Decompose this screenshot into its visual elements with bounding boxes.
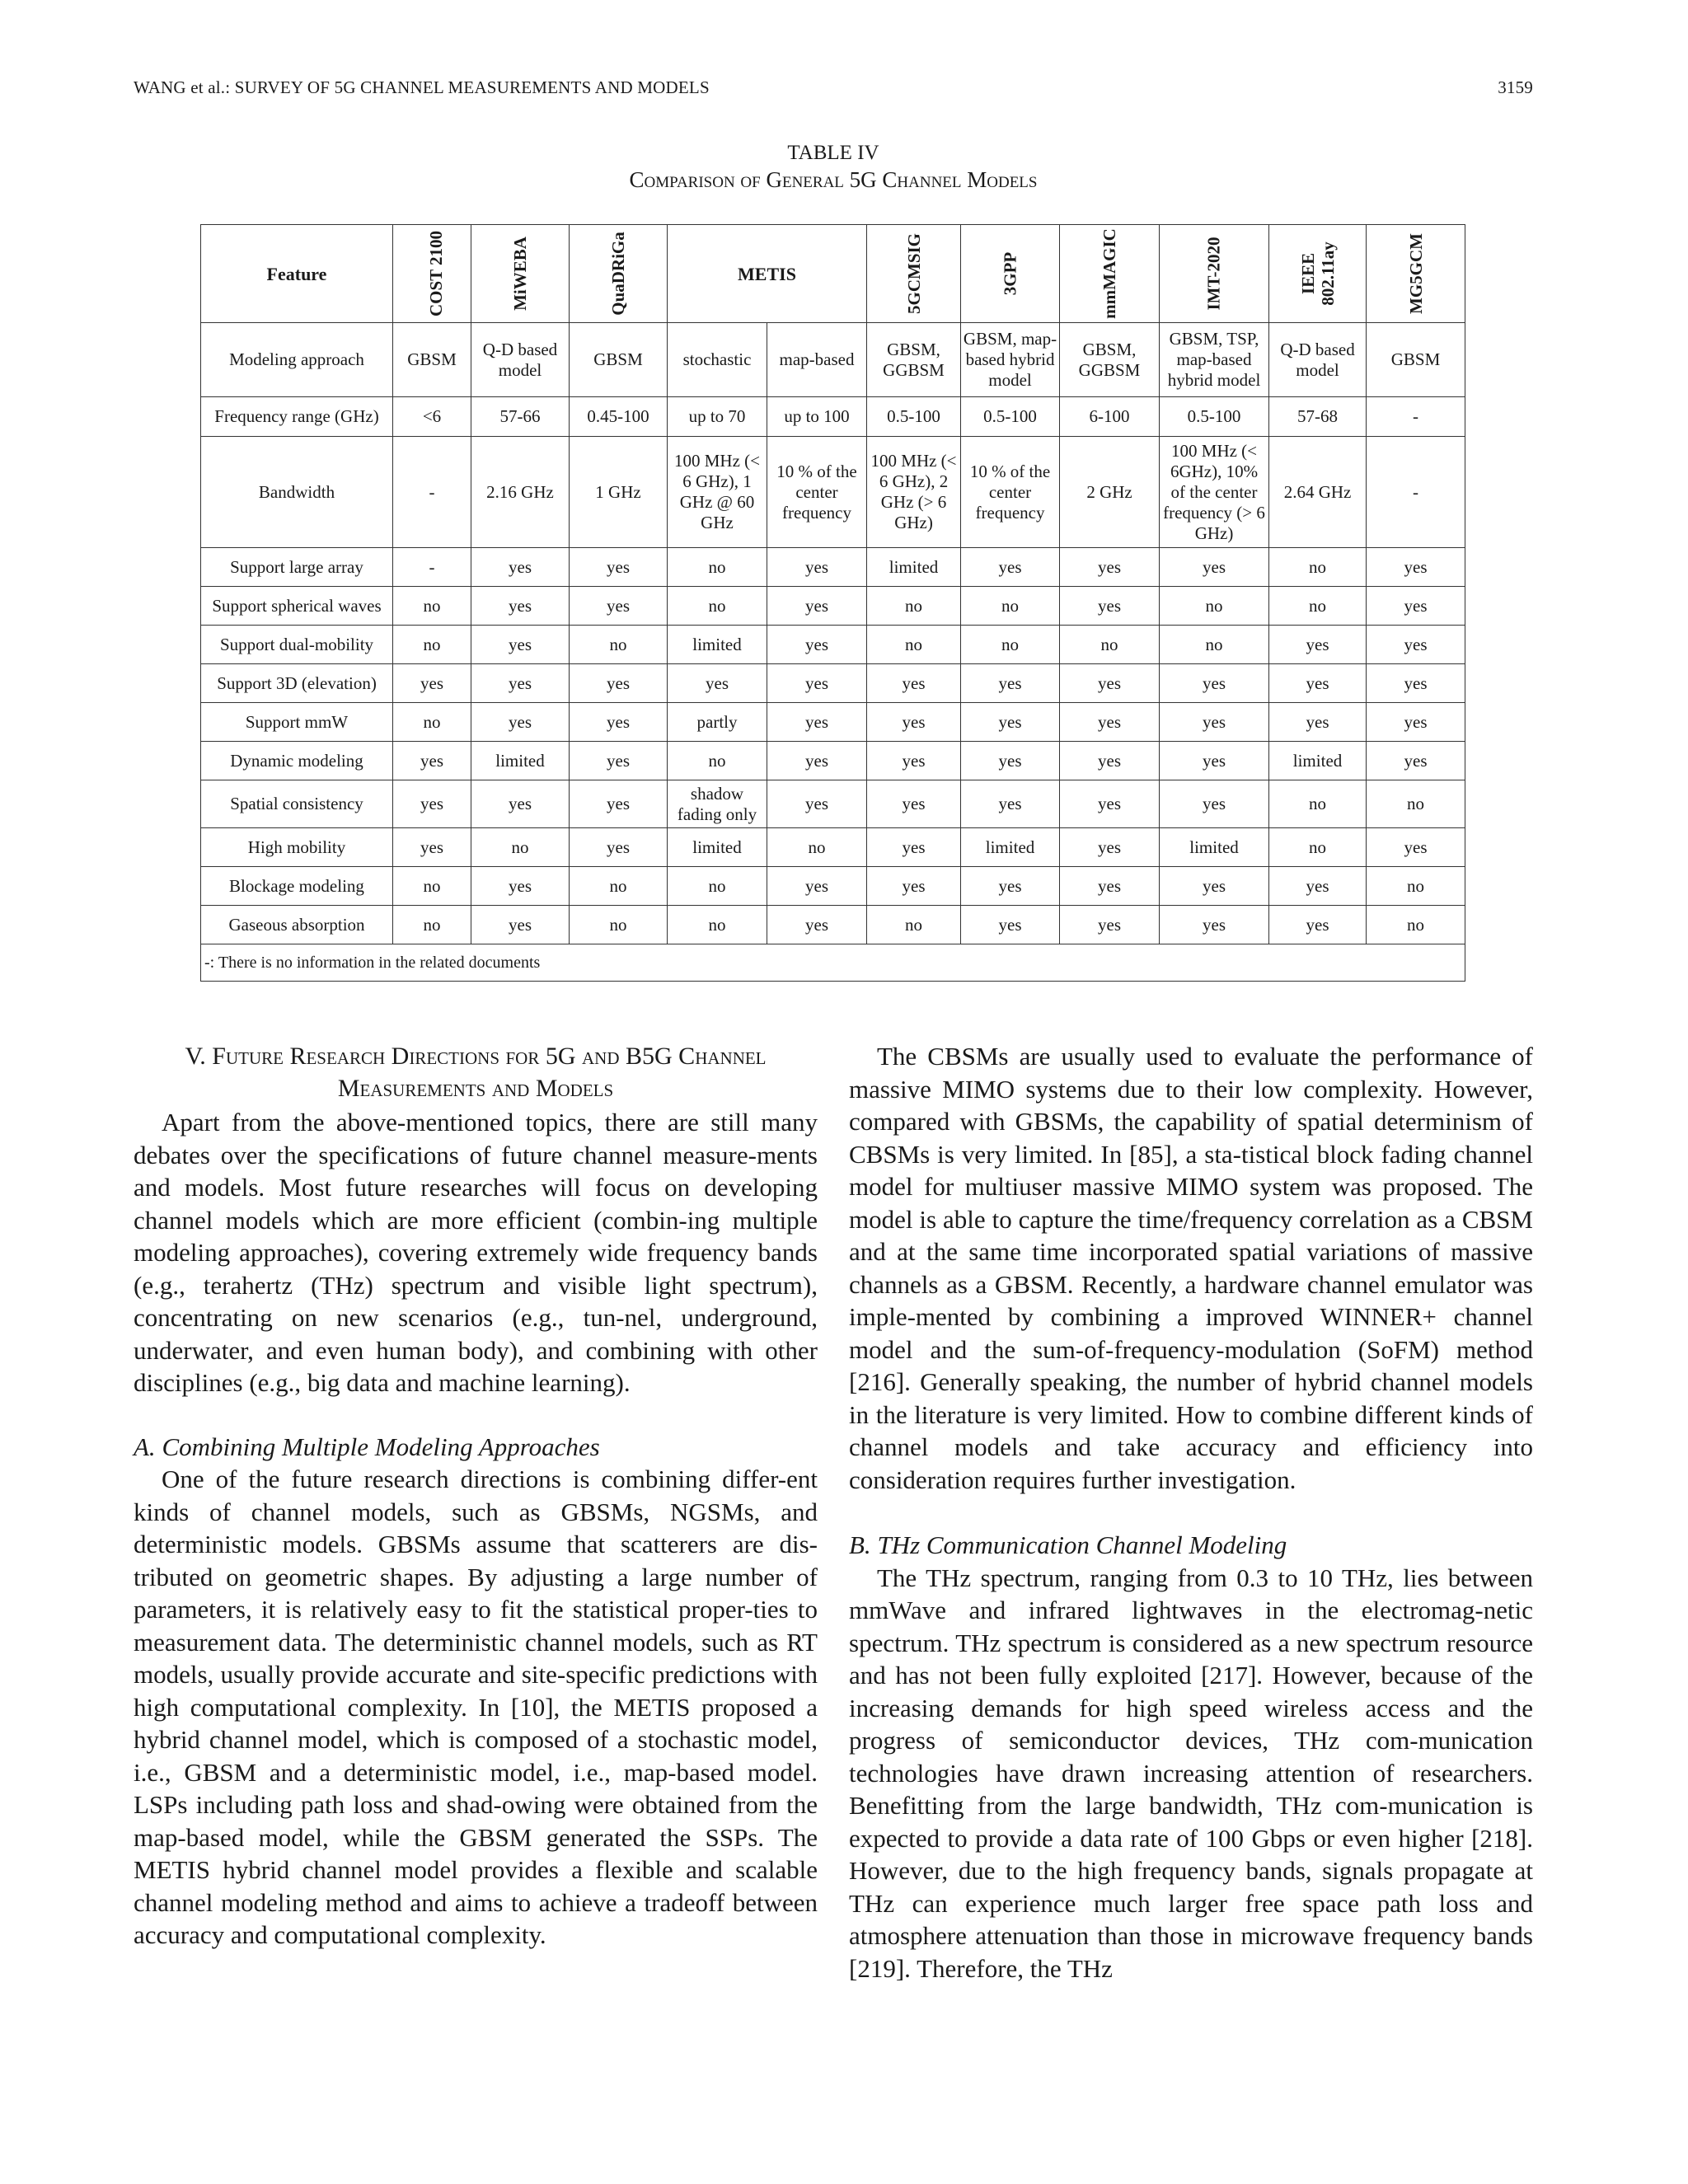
table-cell: yes xyxy=(1367,587,1465,626)
table-cell: no xyxy=(1269,828,1367,867)
right-column xyxy=(849,1040,1533,1985)
table-cell: yes xyxy=(570,703,668,742)
table-cell: yes xyxy=(1160,548,1269,587)
table-cell: yes xyxy=(1367,742,1465,780)
table-cell: yes xyxy=(1269,664,1367,703)
table-cell: yes xyxy=(1367,548,1465,587)
table-cell: yes xyxy=(867,664,961,703)
table-cell: yes xyxy=(1367,703,1465,742)
feature-cell: Bandwidth xyxy=(201,437,393,548)
table-cell: yes xyxy=(961,664,1060,703)
feature-cell: Support mmW xyxy=(201,703,393,742)
table-cell: no xyxy=(1160,587,1269,626)
table-cell: no xyxy=(1269,780,1367,828)
table-cell: no xyxy=(668,587,767,626)
col-header: COST 2100 xyxy=(393,225,471,323)
table-cell: GBSM, map-based hybrid model xyxy=(961,323,1060,397)
col-header: MiWEBA xyxy=(471,225,570,323)
table-cell: 0.5-100 xyxy=(961,397,1060,437)
table-cell: - xyxy=(393,548,471,587)
table-cell: yes xyxy=(471,587,570,626)
table-cell: yes xyxy=(471,626,570,664)
comparison-table xyxy=(200,224,1465,982)
table-cell: limited xyxy=(1160,828,1269,867)
table-cell: 6-100 xyxy=(1060,397,1160,437)
table-cell: stochastic xyxy=(668,323,767,397)
subsection-a-paragraph-1: One of the future research directions is combining differ-ent kinds of channel models, such as GBSMs, NGSMs, and deterministic models. GBSMs assume that scatterers are dis-tributed on geometric shapes. By adjusting a large number of parameters, it is relatively easy to fit the statistical proper-ties to measurement data. The deterministic channel models, such as RT models, usually provide accurate and site-specific predictions with high computational complexity. In [10], the METIS proposed a hybrid channel model, which is composed of a stochastic model, i.e., GBSM and a deterministic model, i.e., map-based model. LSPs including path loss and shad-owing were obtained from the map-based model, while the GBSM generated the SSPs. The METIS hybrid channel model provides a flexible and scalable channel modeling method and aims to achieve a tradeoff between accuracy and computational complexity. xyxy=(134,1465,818,1949)
table-cell: yes xyxy=(1060,703,1160,742)
table-cell: limited xyxy=(668,626,767,664)
subsection-b-title: THz Communication Channel Modeling xyxy=(877,1530,1287,1559)
table-cell: no xyxy=(1269,587,1367,626)
table-cell: no xyxy=(1367,867,1465,906)
col-header-metis: METIS xyxy=(668,225,867,323)
table-cell: yes xyxy=(570,664,668,703)
table-cell: yes xyxy=(1060,867,1160,906)
col-header: 3GPP xyxy=(961,225,1060,323)
table-cell: 57-68 xyxy=(1269,397,1367,437)
table-cell: GBSM, TSP, map-based hybrid model xyxy=(1160,323,1269,397)
table-cell: up to 70 xyxy=(668,397,767,437)
table-cell: Q-D based model xyxy=(1269,323,1367,397)
table-cell: no xyxy=(668,548,767,587)
table-cell: yes xyxy=(867,867,961,906)
table-cell: <6 xyxy=(393,397,471,437)
table-cell: yes xyxy=(867,742,961,780)
table-label: TABLE IV xyxy=(787,142,879,164)
table-cell: yes xyxy=(1160,780,1269,828)
subsection-b-heading xyxy=(849,1529,1533,1562)
table-cell: yes xyxy=(1160,664,1269,703)
table-cell: yes xyxy=(1060,780,1160,828)
table-cell: no xyxy=(393,906,471,944)
table-cell: yes xyxy=(570,780,668,828)
table-row xyxy=(201,323,1465,397)
table-cell: 10 % of the center frequency xyxy=(961,437,1060,548)
table-cell: yes xyxy=(867,780,961,828)
table-cell: yes xyxy=(1160,867,1269,906)
table-cell: limited xyxy=(867,548,961,587)
table-cell: no xyxy=(668,867,767,906)
table-cell: yes xyxy=(1367,664,1465,703)
table-cell: yes xyxy=(767,587,867,626)
table-cell: shadow fading only xyxy=(668,780,767,828)
table-row xyxy=(201,867,1465,906)
table-cell: yes xyxy=(570,548,668,587)
table-cell: 100 MHz (< 6 GHz), 1 GHz @ 60 GHz xyxy=(668,437,767,548)
feature-header: Feature xyxy=(201,225,393,323)
table-cell: yes xyxy=(471,780,570,828)
table-cell: yes xyxy=(1269,626,1367,664)
table-cell: 100 MHz (< 6 GHz), 2 GHz (> 6 GHz) xyxy=(867,437,961,548)
table-row xyxy=(201,906,1465,944)
table-cell: 57-66 xyxy=(471,397,570,437)
table-cell: 1 GHz xyxy=(570,437,668,548)
table-cell: no xyxy=(393,587,471,626)
table-cell: yes xyxy=(961,742,1060,780)
table-cell: no xyxy=(961,587,1060,626)
table-cell: yes xyxy=(1060,906,1160,944)
table-title: Comparison of General 5G Channel Models xyxy=(629,167,1038,192)
table-cell: no xyxy=(767,828,867,867)
table-cell: no xyxy=(570,867,668,906)
table-cell: yes xyxy=(570,828,668,867)
feature-cell: Gaseous absorption xyxy=(201,906,393,944)
table-cell: no xyxy=(961,626,1060,664)
table-cell: yes xyxy=(1160,742,1269,780)
table-cell: yes xyxy=(961,867,1060,906)
table-cell: yes xyxy=(767,906,867,944)
table-cell: yes xyxy=(867,828,961,867)
table-cell: yes xyxy=(471,867,570,906)
table-cell: yes xyxy=(867,703,961,742)
table-cell: 2 GHz xyxy=(1060,437,1160,548)
table-cell: yes xyxy=(668,664,767,703)
table-cell: no xyxy=(393,867,471,906)
table-cell: yes xyxy=(1060,587,1160,626)
table-row xyxy=(201,742,1465,780)
table-cell: yes xyxy=(471,906,570,944)
table-cell: yes xyxy=(1060,742,1160,780)
table-cell: no xyxy=(1367,906,1465,944)
table-cell: yes xyxy=(570,742,668,780)
feature-cell: Support large array xyxy=(201,548,393,587)
table-cell: 0.5-100 xyxy=(867,397,961,437)
table-cell: GBSM, GGBSM xyxy=(867,323,961,397)
feature-cell: Blockage modeling xyxy=(201,867,393,906)
table-cell: limited xyxy=(668,828,767,867)
table-cell: yes xyxy=(961,548,1060,587)
table-row xyxy=(201,780,1465,828)
col-header: mmMAGIC xyxy=(1060,225,1160,323)
feature-cell: Modeling approach xyxy=(201,323,393,397)
table-cell: - xyxy=(1367,397,1465,437)
section-intro-paragraph: Apart from the above-mentioned topics, there are still many debates over the specifications of future channel measure-ments and models. Most future researches will focus on developing channel models which are more efficient (combin-ing multiple modeling approaches), covering extremely wide frequency bands (e.g., terahertz (THz) spectrum and visible light spectrum), concentrating on new scenarios (e.g., tun-nel, underground, underwater, and even human body), and combining with other disciplines (e.g., big data and machine learning). xyxy=(134,1108,818,1397)
table-cell: yes xyxy=(1060,548,1160,587)
col-header: IEEE 802.11ay xyxy=(1269,225,1367,323)
table-cell: no xyxy=(471,828,570,867)
table-cell: yes xyxy=(1060,664,1160,703)
table-cell: yes xyxy=(393,780,471,828)
subsection-a-label: A. xyxy=(134,1432,156,1461)
table-cell: yes xyxy=(1160,906,1269,944)
table-cell: yes xyxy=(961,780,1060,828)
section-heading xyxy=(134,1040,818,1104)
table-cell: Q-D based model xyxy=(471,323,570,397)
table-cell: yes xyxy=(471,548,570,587)
table-cell: yes xyxy=(471,664,570,703)
table-cell: no xyxy=(867,906,961,944)
table-cell: yes xyxy=(1367,828,1465,867)
feature-cell: Frequency range (GHz) xyxy=(201,397,393,437)
table-cell: no xyxy=(1160,626,1269,664)
table-cell: no xyxy=(393,626,471,664)
table-cell: no xyxy=(393,703,471,742)
table-header-row xyxy=(201,225,1465,323)
feature-cell: Support spherical waves xyxy=(201,587,393,626)
table-cell: yes xyxy=(1269,867,1367,906)
table-cell: yes xyxy=(961,703,1060,742)
table-footnote-row xyxy=(201,944,1465,982)
feature-cell: Support dual-mobility xyxy=(201,626,393,664)
table-cell: yes xyxy=(961,906,1060,944)
table-row xyxy=(201,828,1465,867)
table-cell: partly xyxy=(668,703,767,742)
table-cell: yes xyxy=(393,742,471,780)
table-cell: yes xyxy=(1367,626,1465,664)
feature-cell: Spatial consistency xyxy=(201,780,393,828)
section-title: Future Research Directions for 5G and B5G Channel Measurements and Models xyxy=(212,1043,767,1102)
table-row xyxy=(201,664,1465,703)
table-cell: yes xyxy=(767,867,867,906)
table-cell: GBSM xyxy=(393,323,471,397)
col-header: QuaDRiGa xyxy=(570,225,668,323)
left-column xyxy=(134,1040,818,1952)
table-cell: yes xyxy=(1269,703,1367,742)
table-row xyxy=(201,587,1465,626)
table-cell: no xyxy=(668,742,767,780)
table-row xyxy=(201,397,1465,437)
table-cell: yes xyxy=(1160,703,1269,742)
table-cell: yes xyxy=(767,548,867,587)
table-cell: yes xyxy=(393,828,471,867)
table-caption xyxy=(134,140,1533,193)
table-cell: no xyxy=(1269,548,1367,587)
col-header: 5GCMSIG xyxy=(867,225,961,323)
subsection-a-title: Combining Multiple Modeling Approaches xyxy=(162,1432,600,1461)
table-cell: 100 MHz (< 6GHz), 10% of the center frequency (> 6 GHz) xyxy=(1160,437,1269,548)
table-cell: 0.5-100 xyxy=(1160,397,1269,437)
table-row xyxy=(201,703,1465,742)
table-cell: no xyxy=(668,906,767,944)
table-cell: 2.16 GHz xyxy=(471,437,570,548)
table-cell: no xyxy=(570,626,668,664)
feature-cell: Dynamic modeling xyxy=(201,742,393,780)
table-footnote: -: There is no information in the related documents xyxy=(201,944,1465,982)
table-cell: no xyxy=(1060,626,1160,664)
table-cell: yes xyxy=(767,703,867,742)
table-cell: up to 100 xyxy=(767,397,867,437)
table-cell: map-based xyxy=(767,323,867,397)
table-cell: 10 % of the center frequency xyxy=(767,437,867,548)
table-cell: yes xyxy=(767,664,867,703)
col-header: IMT-2020 xyxy=(1160,225,1269,323)
table-cell: yes xyxy=(570,587,668,626)
table-row xyxy=(201,548,1465,587)
table-cell: yes xyxy=(767,780,867,828)
running-head xyxy=(134,77,1533,98)
table-cell: no xyxy=(570,906,668,944)
subsection-a-paragraph-2: The CBSMs are usually used to evaluate the performance of massive MIMO systems due to their low complexity. However, compared with GBSMs, the capability of spatial determinism of CBSMs is very limited. In [85], a sta-tistical block fading channel model for multiuser massive MIMO system was proposed. The model is able to capture the time/frequency correlation as a CBSM and at the same time incorporated spatial variations of massive channels as a GBSM. Recently, a hardware channel emulator was imple-mented by combining a improved WINNER+ channel model and the sum-of-frequency-modulation (SoFM) method [216]. Generally speaking, the number of hybrid channel models in the literature is very limited. How to combine different kinds of channel models and take accuracy and efficiency into consideration requires further investigation. xyxy=(849,1042,1533,1494)
table-cell: limited xyxy=(471,742,570,780)
feature-cell: High mobility xyxy=(201,828,393,867)
table-cell: - xyxy=(1367,437,1465,548)
subsection-b-paragraph-1: The THz spectrum, ranging from 0.3 to 10 THz, lies between mmWave and infrared lightwaves in the electromag-netic spectrum. THz spectrum is considered as a new spectrum resource and has not been fully exploited [217]. However, because of the increasing demands for high speed wireless access and the progress of semiconductor devices, THz com-munication technologies have drawn increasing attention of researchers. Benefitting from the large bandwidth, THz com-munication is expected to provide a data rate of 100 Gbps or even higher [218]. However, due to the high frequency bands, signals propagate at THz can experience much larger free space path loss and atmosphere attenuation than those in microwave frequency bands [219]. Therefore, the THz xyxy=(849,1563,1533,1983)
table-cell: GBSM, GGBSM xyxy=(1060,323,1160,397)
table-cell: yes xyxy=(1269,906,1367,944)
col-header: MG5GCM xyxy=(1367,225,1465,323)
table-cell: 2.64 GHz xyxy=(1269,437,1367,548)
table-cell: yes xyxy=(767,742,867,780)
table-body xyxy=(201,323,1465,982)
table-cell: yes xyxy=(767,626,867,664)
table-row xyxy=(201,437,1465,548)
table-cell: 0.45-100 xyxy=(570,397,668,437)
table-cell: limited xyxy=(1269,742,1367,780)
table-cell: limited xyxy=(961,828,1060,867)
running-title: WANG et al.: SURVEY OF 5G CHANNEL MEASUREMENTS AND MODELS xyxy=(134,77,710,97)
table-row xyxy=(201,626,1465,664)
table-cell: GBSM xyxy=(1367,323,1465,397)
table-cell: no xyxy=(867,626,961,664)
subsection-b-label: B. xyxy=(849,1530,871,1559)
table-cell: no xyxy=(1367,780,1465,828)
table-cell: yes xyxy=(1060,828,1160,867)
page-number: 3159 xyxy=(1498,77,1533,97)
table-cell: no xyxy=(867,587,961,626)
table-cell: yes xyxy=(471,703,570,742)
feature-cell: Support 3D (elevation) xyxy=(201,664,393,703)
table-cell: - xyxy=(393,437,471,548)
section-number: V. xyxy=(185,1043,206,1070)
table-cell: GBSM xyxy=(570,323,668,397)
table-cell: yes xyxy=(393,664,471,703)
subsection-a-heading xyxy=(134,1431,818,1464)
